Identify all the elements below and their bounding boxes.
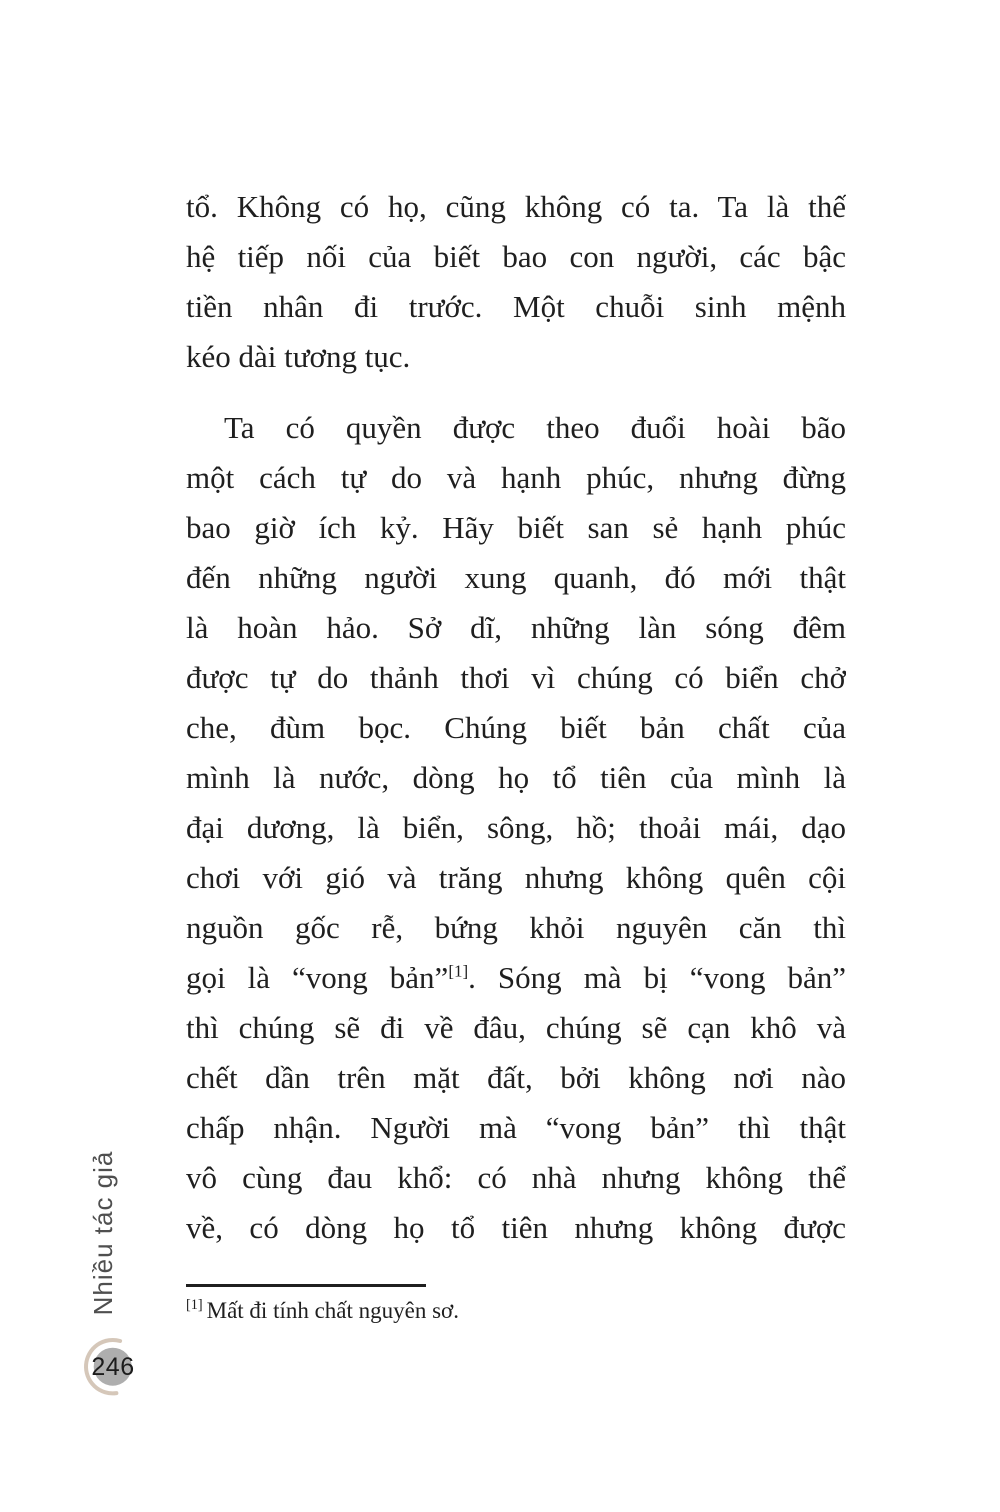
- footnote-separator: [186, 1284, 426, 1287]
- footnote-text: Mất đi tính chất nguyên sơ.: [206, 1298, 459, 1323]
- text-line: mình là nước, dòng họ tổ tiên của mình là: [186, 760, 846, 795]
- text-line: chết dần trên mặt đất, bởi không nơi nào: [186, 1060, 846, 1095]
- text-line: được tự do thảnh thơi vì chúng có biển chở: [186, 660, 846, 695]
- paragraph: [186, 182, 846, 382]
- body-text: [186, 182, 846, 1329]
- text-line: bao giờ ích kỷ. Hãy biết san sẻ hạnh phúc: [186, 510, 846, 545]
- text-line: chấp nhận. Người mà “vong bản” thì thật: [186, 1110, 846, 1145]
- text-line: kéo dài tương tục.: [186, 339, 411, 374]
- text-line: về, có dòng họ tổ tiên nhưng không được: [186, 1210, 846, 1245]
- footnote: [186, 1293, 846, 1329]
- text-line: nguồn gốc rễ, bứng khỏi nguyên căn thì: [186, 910, 846, 945]
- text-line: thì chúng sẽ đi về đâu, chúng sẽ cạn khô và: [186, 1010, 846, 1045]
- text-line: Ta có quyền được theo đuổi hoài bão: [224, 410, 846, 445]
- footnote-marker: [1]: [186, 1297, 203, 1314]
- text-segment: . Sóng mà bị “vong bản”: [468, 960, 846, 995]
- text-line: là hoàn hảo. Sở dĩ, những làn sóng đêm: [186, 610, 846, 645]
- text-line: che, đùm bọc. Chúng biết bản chất của: [186, 710, 846, 745]
- paragraph: [186, 403, 846, 1253]
- sidebar-author-label: Nhiều tác giả: [88, 1150, 118, 1316]
- text-line: hệ tiếp nối của biết bao con người, các bậc: [186, 239, 846, 274]
- footnote-reference: [1]: [448, 961, 469, 981]
- text-segment: gọi là “vong bản”: [186, 960, 449, 995]
- text-line: một cách tự do và hạnh phúc, nhưng đừng: [186, 460, 846, 495]
- text-line: đại dương, là biển, sông, hồ; thoải mái, dạo: [186, 810, 846, 845]
- text-line: tổ. Không có họ, cũng không có ta. Ta là thế: [186, 189, 846, 224]
- text-line: tiền nhân đi trước. Một chuỗi sinh mệnh: [186, 289, 846, 324]
- text-line-with-footnote-ref: [186, 953, 846, 1003]
- page-number-badge: [77, 1334, 147, 1404]
- text-line: vô cùng đau khổ: có nhà nhưng không thể: [186, 1160, 846, 1195]
- text-line: đến những người xung quanh, đó mới thật: [186, 560, 846, 595]
- text-line: chơi với gió và trăng nhưng không quên cội: [186, 860, 846, 895]
- page-number: 246: [91, 1352, 135, 1381]
